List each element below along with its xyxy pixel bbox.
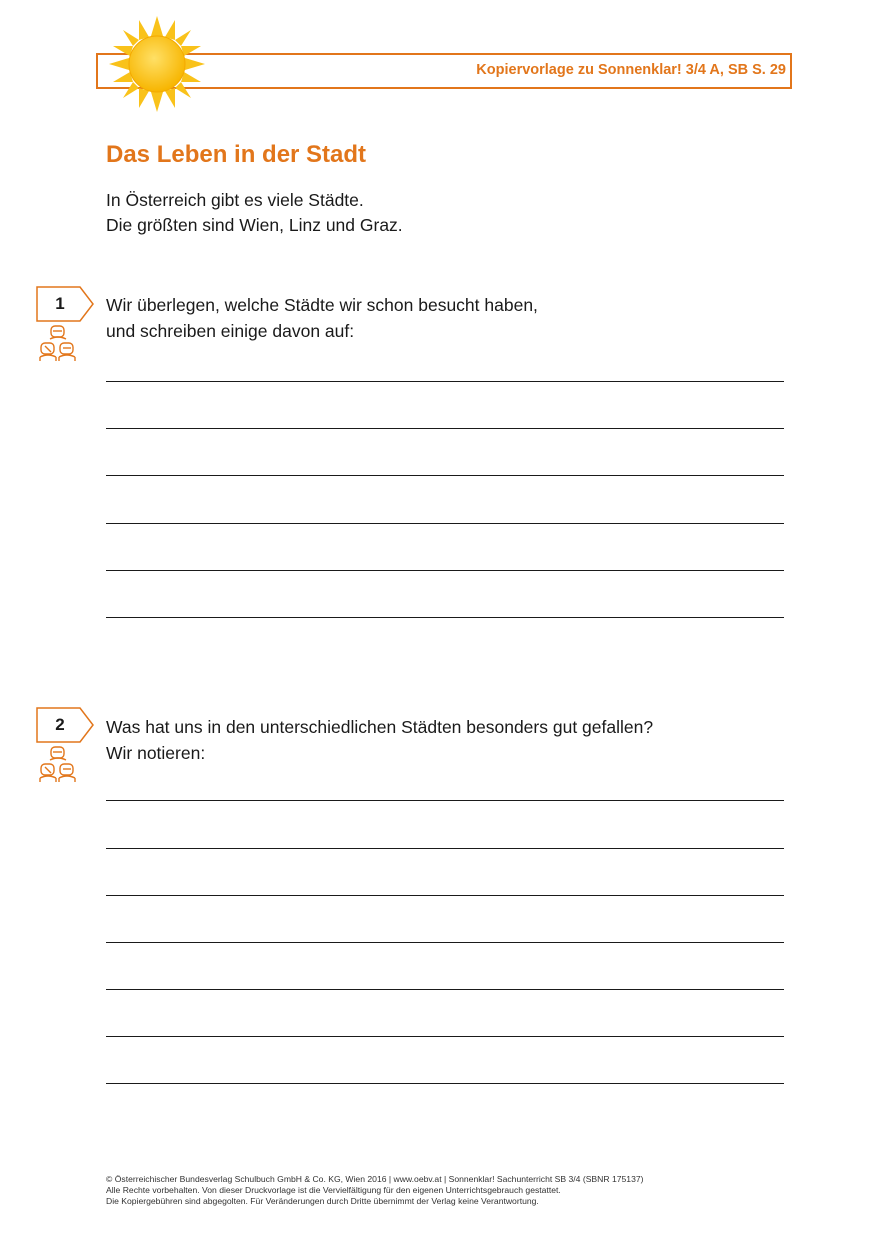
- answer-line[interactable]: [106, 617, 784, 618]
- task-2-prompt: [106, 714, 653, 766]
- footer-line: Alle Rechte vorbehalten. Von dieser Druckvorlage ist die Vervielfältigung für den eigenen Unterrichtsgebrauch gestattet.: [106, 1184, 561, 1195]
- answer-line[interactable]: [106, 848, 784, 849]
- page-title: Das Leben in der Stadt: [106, 141, 367, 168]
- intro-text: [106, 188, 403, 238]
- intro-line: In Österreich gibt es viele Städte.: [106, 190, 364, 210]
- prompt-line: Wir notieren:: [106, 743, 206, 763]
- answer-line[interactable]: [106, 475, 784, 476]
- prompt-line: Was hat uns in den unterschiedlichen Städten besonders gut gefallen?: [106, 717, 654, 737]
- answer-line[interactable]: [106, 381, 784, 382]
- answer-line[interactable]: [106, 570, 784, 571]
- prompt-line: Wir überlegen, welche Städte wir schon besucht haben,: [106, 295, 538, 315]
- footer-line: © Österreichischer Bundesverlag Schulbuch GmbH & Co. KG, Wien 2016 | www.oebv.at | Sonnenklar! Sachunterricht SB 3/4 (SBNR 175137): [106, 1174, 644, 1184]
- group-work-icon: [36, 745, 80, 785]
- answer-line[interactable]: [106, 989, 784, 990]
- copyright-footer: [106, 1174, 644, 1206]
- task-1-number: 1: [55, 294, 65, 313]
- answer-line[interactable]: [106, 942, 784, 943]
- group-work-icon: [36, 324, 80, 364]
- task-2-number: 2: [55, 715, 65, 734]
- answer-line[interactable]: [106, 895, 784, 896]
- prompt-line: und schreiben einige davon auf:: [106, 321, 355, 341]
- intro-line: Die größten sind Wien, Linz und Graz.: [106, 215, 403, 235]
- answer-line[interactable]: [106, 523, 784, 524]
- answer-line[interactable]: [106, 1036, 784, 1037]
- answer-line[interactable]: [106, 1083, 784, 1084]
- sun-icon: [107, 14, 207, 114]
- answer-line[interactable]: [106, 428, 784, 429]
- footer-line: Die Kopiergebühren sind abgegolten. Für Veränderungen durch Dritte übernimmt der Verlag keine Verantwortung.: [106, 1195, 539, 1206]
- task-1-prompt: [106, 292, 538, 344]
- header-title: Kopiervorlage zu Sonnenklar! 3/4 A, SB S. 29: [476, 62, 786, 78]
- answer-line[interactable]: [106, 800, 784, 801]
